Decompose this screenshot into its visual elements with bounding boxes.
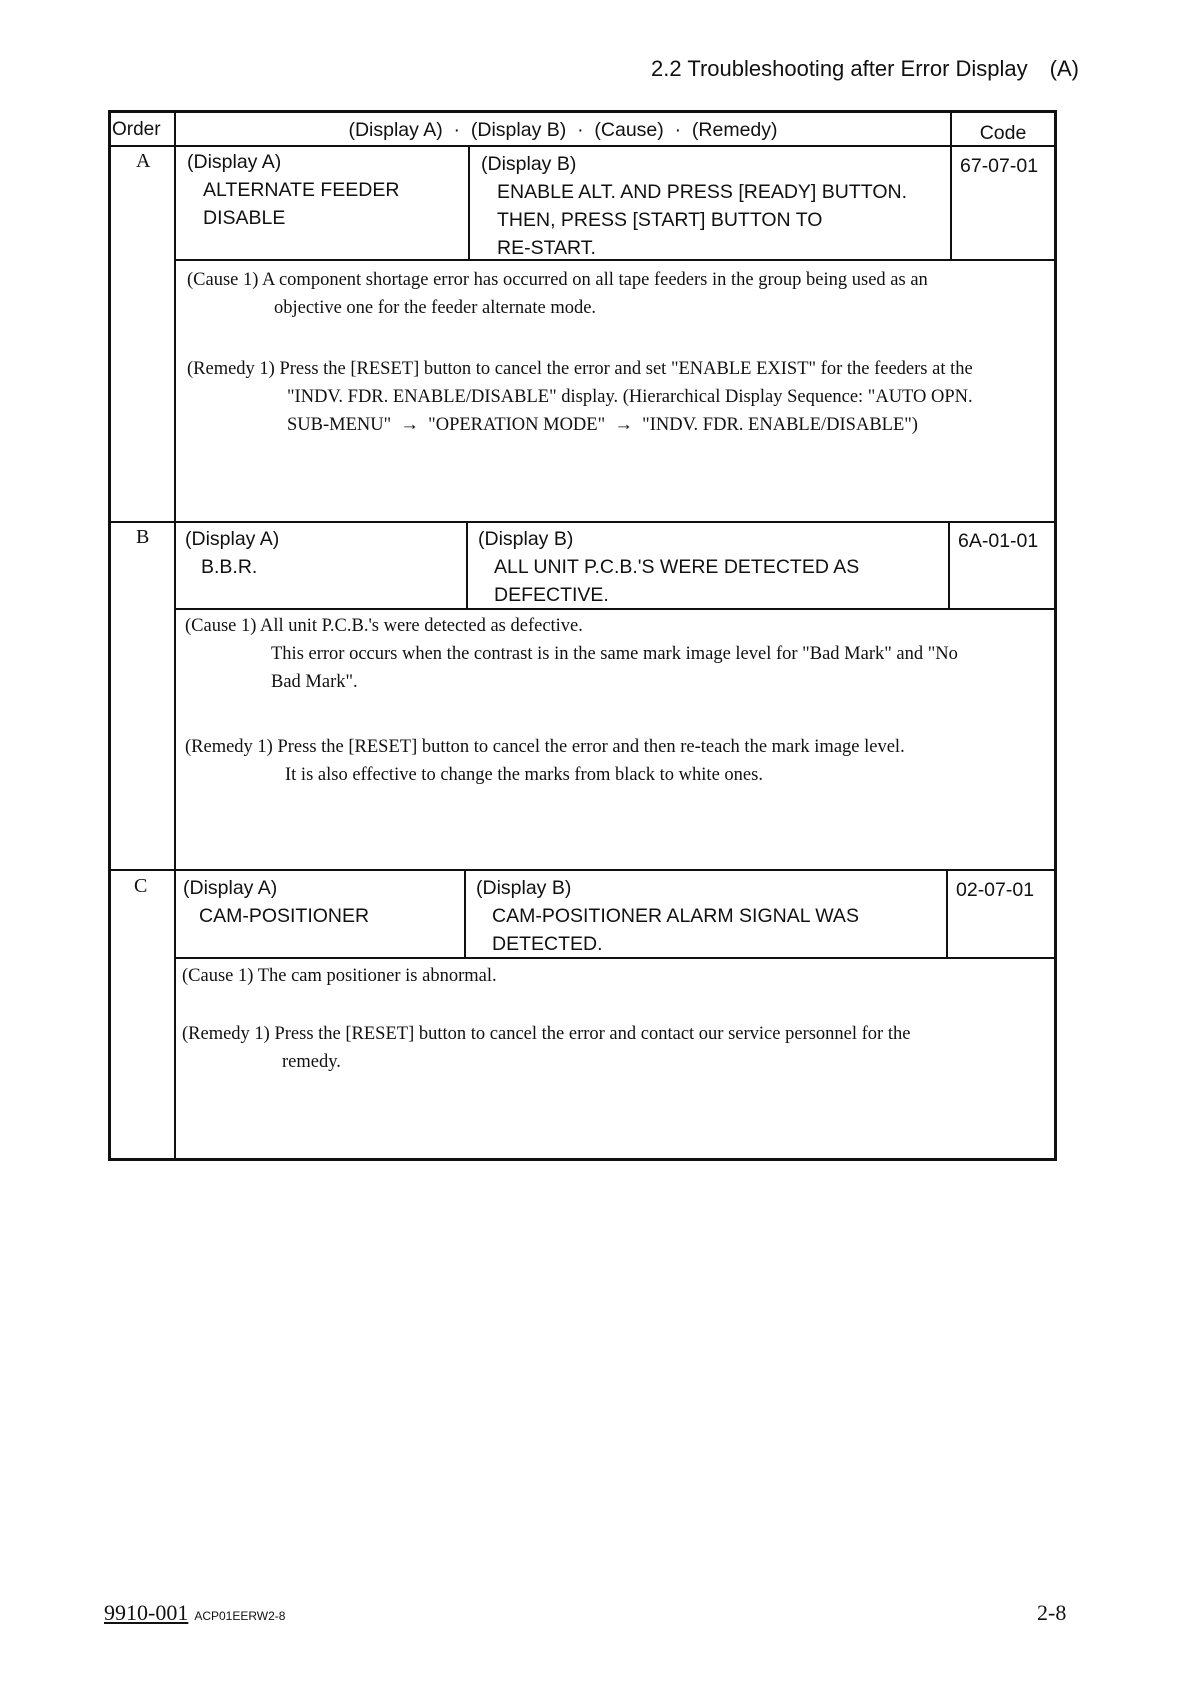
doc-number: 9910-001 [104, 1600, 189, 1625]
section-tag: (A) [1049, 56, 1079, 81]
section-title: 2.2 Troubleshooting after Error Display [651, 56, 1028, 81]
remedy-text: (Remedy 1) Press the [RESET] button to cancel the error and contact our service personnel for the remedy. [182, 1024, 911, 1072]
footer-doc-id [104, 1600, 285, 1626]
cause-text: (Cause 1) The cam positioner is abnormal. [182, 966, 497, 986]
header-code: Code [979, 122, 1027, 144]
section-header [651, 56, 1079, 82]
error-code: 6A-01-01 [958, 530, 1039, 552]
header-main: (Display A) · (Display B) · (Cause) · (Remedy) [348, 119, 778, 141]
page-number: 2-8 [1037, 1600, 1067, 1625]
order-label: B [136, 526, 150, 548]
error-code: 02-07-01 [956, 879, 1035, 901]
display-a: (Display A) CAM-POSITIONER [183, 877, 370, 927]
cause-text: (Cause 1) All unit P.C.B.'s were detected as defective. This error occurs when the contrast is in the same mark image level for "Bad Mark" and "No Bad Mark". [185, 616, 958, 692]
remedy-text: (Remedy 1) Press the [RESET] button to cancel the error and set "ENABLE EXIST" for the feeders at the "INDV. FDR. ENABLE/DISABLE" display. (Hierarchical Display Sequence: "AUTO OPN. SUB-MENU" → "OPERATION MODE" → "INDV. FDR. ENABLE/DISABLE") [187, 359, 973, 435]
order-label: A [136, 150, 151, 172]
order-label: C [134, 875, 148, 897]
display-a: (Display A) ALTERNATE FEEDER DISABLE [187, 151, 400, 229]
header-order: Order [112, 119, 161, 140]
display-b: (Display B) CAM-POSITIONER ALARM SIGNAL WAS DETECTED. [476, 877, 859, 955]
display-a: (Display A) B.B.R. [185, 528, 280, 578]
doc-code: ACP01EERW2-8 [194, 1609, 286, 1623]
display-b: (Display B) ENABLE ALT. AND PRESS [READY] BUTTON. THEN, PRESS [START] BUTTON TO RE-START. [481, 153, 907, 259]
display-b: (Display B) ALL UNIT P.C.B.'S WERE DETECTED AS DEFECTIVE. [478, 528, 860, 606]
error-code: 67-07-01 [960, 155, 1039, 177]
cause-text: (Cause 1) A component shortage error has occurred on all tape feeders in the group being used as an objective one for the feeder alternate mode. [187, 270, 928, 318]
remedy-text: (Remedy 1) Press the [RESET] button to cancel the error and then re-teach the mark image level. It is also effective to change the marks from black to white ones. [185, 737, 905, 785]
